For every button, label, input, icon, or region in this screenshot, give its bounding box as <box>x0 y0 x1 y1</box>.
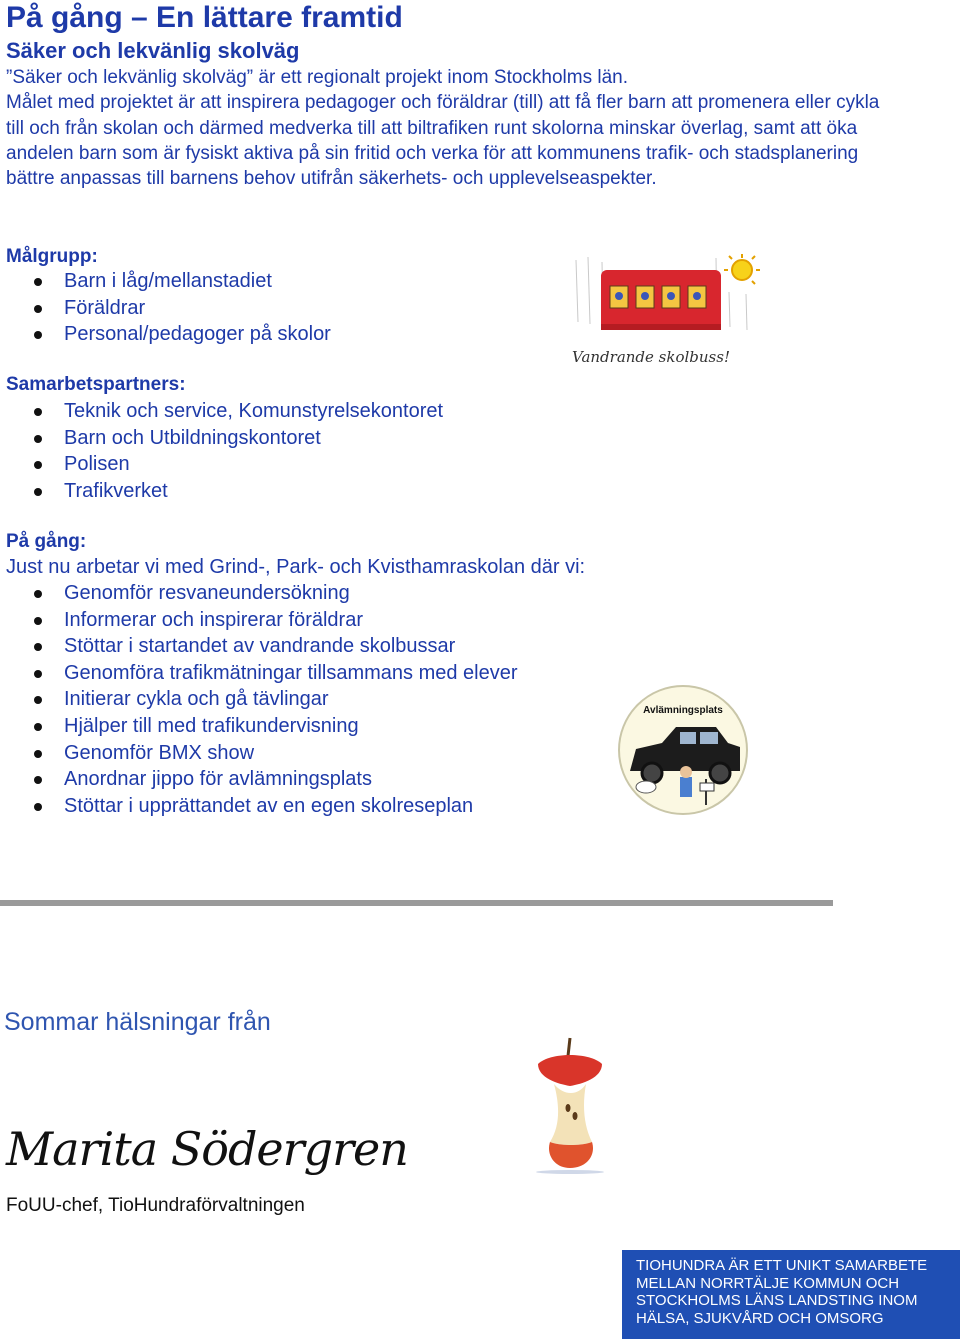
school-bus-drawing <box>566 252 762 374</box>
list-item: Teknik och service, Komunstyrelsekontoret <box>0 398 443 425</box>
signature: Marita Södergren <box>6 1122 408 1176</box>
list-item: Informerar och inspirerar föräldrar <box>0 607 518 634</box>
page-title: På gång – En lättare framtid <box>6 1 403 34</box>
list-item: Personal/pedagoger på skolor <box>0 321 331 348</box>
list-item: Barn i låg/mellanstadiet <box>0 268 331 295</box>
list-item: Barn och Utbildningskontoret <box>0 425 443 452</box>
list-item: Stöttar i startandet av vandrande skolbussar <box>0 633 518 660</box>
partners-heading: Samarbetspartners: <box>6 374 186 395</box>
drop-off-sign-drawing <box>616 683 750 817</box>
list-item: Polisen <box>0 451 443 478</box>
footer-line: MELLAN NORRTÄLJE KOMMUN OCH <box>636 1274 900 1292</box>
drop-off-illustration <box>616 683 750 817</box>
apple-core-image <box>498 1034 638 1174</box>
malgrupp-list <box>0 268 331 348</box>
list-item: Genomföra trafikmätningar tillsammans med elever <box>0 660 518 687</box>
list-item: Stöttar i upprättandet av en egen skolreseplan <box>0 793 518 820</box>
malgrupp-heading: Målgrupp: <box>6 246 98 267</box>
school-bus-illustration <box>566 252 762 374</box>
signer-role: FoUU-chef, TioHundraförvaltningen <box>6 1195 305 1216</box>
footer-line: HÄLSA, SJUKVÅRD OCH OMSORG <box>636 1309 884 1327</box>
intro-paragraph: Målet med projektet är att inspirera pedagoger och föräldrar (till) att få fler barn att promenera eller cykla till och från skolan och därmed medverka till att biltrafiken runt skolorna minskar överlag, samt att öka andelen barn som är fysiskt aktiva på sin fritid och verka för att kommunens trafik- och stadsplanering bättre anpassas till barnens behov utifrån säkerhets- och upplevelseaspekter. <box>6 92 880 190</box>
list-item: Trafikverket <box>0 478 443 505</box>
footer-line: TIOHUNDRA ÄR ETT UNIKT SAMARBETE <box>636 1257 928 1274</box>
footer-box <box>622 1250 960 1339</box>
ongoing-list <box>0 580 518 819</box>
section-divider <box>0 900 833 906</box>
bus-caption: Vandrande skolbuss! <box>572 348 730 366</box>
page-subtitle: Säker och lekvänlig skolväg <box>6 38 300 63</box>
partners-list <box>0 398 443 504</box>
ongoing-heading: På gång: <box>6 531 87 552</box>
intro-text <box>6 65 896 191</box>
apple-core-illustration <box>498 1034 638 1174</box>
ongoing-intro: Just nu arbetar vi med Grind-, Park- och Kvisthamraskolan där vi: <box>6 556 586 578</box>
list-item: Genomför resvaneundersökning <box>0 580 518 607</box>
list-item: Föräldrar <box>0 295 331 322</box>
sign-label: Avlämningsplats <box>643 705 723 716</box>
greeting-text: Sommar hälsningar från <box>4 1008 271 1036</box>
list-item: Hjälper till med trafikundervisning <box>0 713 518 740</box>
list-item: Genomför BMX show <box>0 740 518 767</box>
list-item: Initierar cykla och gå tävlingar <box>0 686 518 713</box>
intro-line: ”Säker och lekvänlig skolväg” är ett regionalt projekt inom Stockholms län. <box>6 67 629 88</box>
list-item: Anordnar jippo för avlämningsplats <box>0 766 518 793</box>
footer-line: STOCKHOLMS LÄNS LANDSTING INOM <box>636 1292 918 1309</box>
